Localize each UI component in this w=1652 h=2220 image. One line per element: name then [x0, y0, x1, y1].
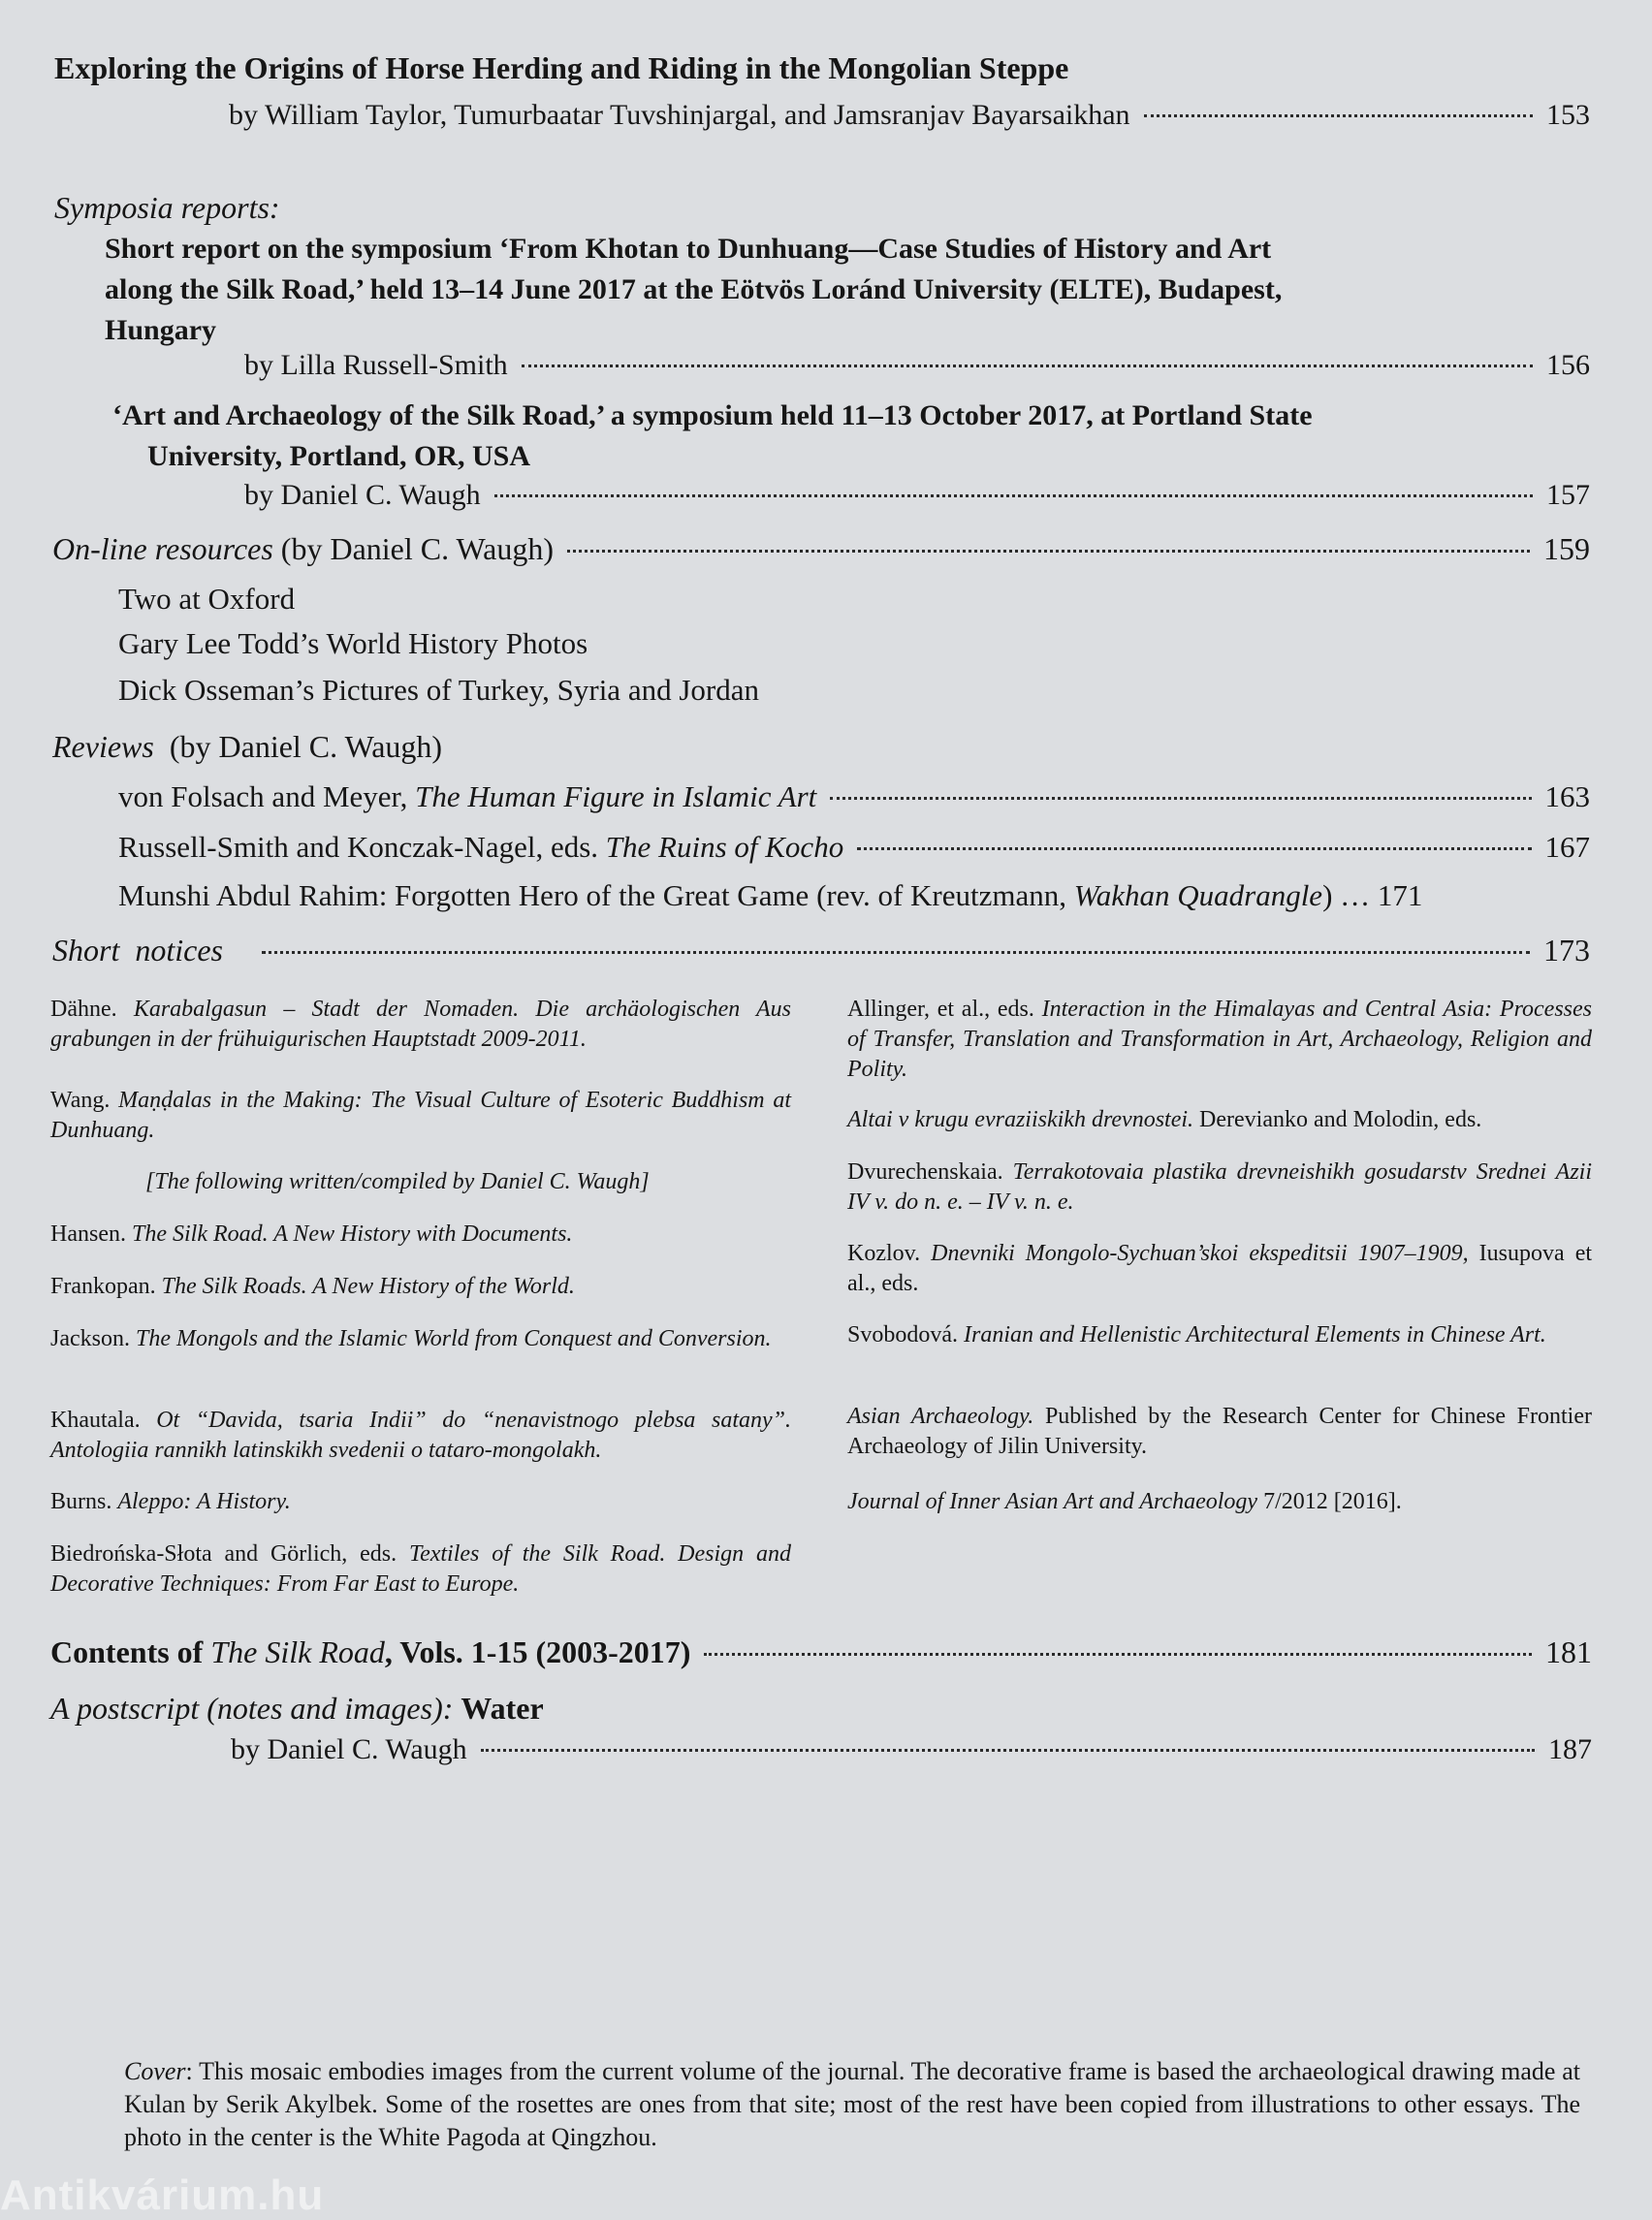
- notice-right-1: [847, 995, 1592, 1085]
- leader-dots: [481, 1749, 1535, 1752]
- page-number: 159: [1543, 531, 1590, 566]
- toc-line-postscript: [231, 1733, 1592, 1766]
- page-number: 156: [1546, 349, 1590, 381]
- notice-left-2: [50, 1086, 791, 1146]
- review2-title: The Ruins of Kocho: [605, 830, 844, 864]
- notice-title: Interaction in the Himalayas and Central Asia: Processes of Transfer, Translation and Transformation in Art, Archaeology, Religion and Polity.: [847, 997, 1592, 1082]
- cover-label: Cover: [124, 2057, 186, 2085]
- cover-text: : This mosaic embodies images from the current volume of the journal. The decorative frame is based the archaeological drawing made at Kulan by Serik Akylbek. Some of the rosettes are ones from that site; most of the rest have been copied from illustrations to other essays. The photo in the center is the White Pagoda at Qingzhou.: [124, 2057, 1580, 2151]
- review3-title: Wakhan Quadrangle: [1073, 878, 1323, 912]
- leader-dots: [1144, 114, 1533, 117]
- symposium-title-portland-line1: ‘Art and Archaeology of the Silk Road,’ a symposium held 11–13 October 2017, at Portland State: [112, 399, 1313, 431]
- notice-title: Altai v krugu evraziiskikh drevnostei.: [847, 1107, 1194, 1132]
- online-item-oxford: Two at Oxford: [118, 582, 296, 616]
- toc-line-short-notices: [52, 933, 1590, 968]
- leader-dots: [857, 847, 1531, 850]
- toc-line-portland: [244, 479, 1590, 512]
- notice-title: Karabalgasun – Stadt der Nomaden. Die archäologischen Aus grabungen in der frühuigurischen Hauptstadt 2009-2011.: [50, 997, 791, 1052]
- section-reviews: [52, 729, 442, 765]
- compiled-note: [The following written/compiled by Daniel C. Waugh]: [145, 1169, 650, 1194]
- notice-title: Journal of Inner Asian Art and Archaeology: [847, 1489, 1258, 1514]
- toc-line-review2: [118, 830, 1590, 865]
- notice-title: Iranian and Hellenistic Architectural Elements in Chinese Art.: [964, 1322, 1546, 1348]
- notice-left-3: [50, 1220, 791, 1250]
- notice-left-1: [50, 995, 791, 1055]
- leader-dots: [262, 951, 1530, 954]
- page-number: 157: [1546, 479, 1590, 511]
- leader-dots: [522, 365, 1533, 367]
- cover-note: [124, 2055, 1580, 2154]
- symposium-title-khotan-line2: along the Silk Road,’ held 13–14 June 2017 at the Eötvös Loránd University (ELTE), Budapest,: [105, 273, 1283, 305]
- online-author: (by Daniel C. Waugh): [272, 531, 555, 566]
- notice-right-3: [847, 1158, 1592, 1218]
- notice-right-2: [847, 1105, 1592, 1135]
- article-title-horse: Exploring the Origins of Horse Herding and Riding in the Mongolian Steppe: [54, 50, 1069, 85]
- page-number: 187: [1548, 1733, 1592, 1765]
- notice-author: Wang.: [50, 1088, 119, 1113]
- postscript-title: Water: [461, 1691, 544, 1726]
- contents-label: Contents of: [50, 1634, 211, 1669]
- page-number: 181: [1545, 1634, 1592, 1669]
- notice-author: Biedrońska-Słota and Görlich, eds.: [50, 1541, 409, 1567]
- notice-author: Kozlov.: [847, 1241, 932, 1266]
- symposium-title-khotan-line3: Hungary: [105, 314, 217, 346]
- notice-extra: Published by the Research Center for Chinese Frontier Archaeology of Jilin University.: [847, 1404, 1592, 1459]
- notice-title: Ot “Davida, tsaria Indii” do “nenavistnogo plebsa satany”. Antologiia rannikh latinskikh svedenii o tataro-mongolakh.: [50, 1408, 792, 1463]
- notice-title: The Silk Road. A New History with Documents.: [131, 1221, 573, 1247]
- notice-title: The Mongols and the Islamic World from Conquest and Conversion.: [135, 1326, 772, 1351]
- page-number: 163: [1544, 779, 1590, 813]
- leader-dots: [830, 797, 1531, 800]
- notice-author: Frankopan.: [50, 1274, 162, 1299]
- review2-text: [118, 830, 843, 865]
- notice-title: Dnevniki Mongolo-Sychuan’skoi ekspeditsii 1907–1909,: [931, 1241, 1469, 1266]
- notice-author: Dvurechenskaia.: [847, 1159, 1013, 1185]
- notice-title: Aleppo: A History.: [117, 1489, 291, 1514]
- review3-text: Munshi Abdul Rahim: Forgotten Hero of the Great Game (rev. of Kreutzmann,: [118, 878, 1074, 912]
- notice-title: Maṇḍalas in the Making: The Visual Culture of Esoteric Buddhism at Dunhuang.: [50, 1088, 792, 1143]
- notice-extra: 7/2012 [2016].: [1257, 1489, 1402, 1514]
- notice-author: Allinger, et al., eds.: [847, 997, 1042, 1022]
- section-heading-short-notices: Short notices: [52, 933, 223, 967]
- notice-title: Terrakotovaia plastika drevneishikh gosudarstv Srednei Azii IV v. do n. e. – IV v. n. e.: [847, 1159, 1592, 1215]
- review1-authors: von Folsach and Meyer,: [118, 779, 416, 813]
- notice-left-6: [50, 1406, 791, 1466]
- byline-portland: by Daniel C. Waugh: [244, 479, 481, 511]
- section-heading-online: On-line resources: [52, 531, 273, 566]
- reviews-author: (by Daniel C. Waugh): [153, 729, 443, 764]
- toc-line-khotan: [244, 349, 1590, 382]
- postscript-label: A postscript (notes and images): [50, 1691, 443, 1726]
- notice-right-5: [847, 1320, 1592, 1350]
- notice-right-7: [847, 1487, 1592, 1517]
- notice-title: Asian Archaeology.: [847, 1404, 1034, 1429]
- toc-line-horse: [229, 99, 1590, 132]
- toc-line-review1: [118, 779, 1590, 814]
- notice-author: Hansen.: [50, 1221, 132, 1247]
- notice-left-8: [50, 1539, 791, 1600]
- leader-dots: [704, 1653, 1532, 1656]
- notice-right-4: [847, 1239, 1592, 1299]
- notice-left-5: [50, 1324, 791, 1354]
- contents-journal-title: The Silk Road: [210, 1634, 385, 1669]
- postscript-colon: :: [442, 1691, 461, 1726]
- notice-author: Khautala.: [50, 1408, 157, 1433]
- online-item-osseman: Dick Osseman’s Pictures of Turkey, Syria and Jordan: [118, 673, 759, 707]
- toc-line-online: [52, 531, 1590, 567]
- section-heading-symposia: Symposia reports:: [54, 190, 280, 225]
- review1-text: [118, 779, 816, 814]
- byline-postscript: by Daniel C. Waugh: [231, 1733, 467, 1765]
- contents-volumes: , Vols. 1-15 (2003-2017): [384, 1634, 691, 1669]
- online-item-todd: Gary Lee Todd’s World History Photos: [118, 626, 588, 660]
- symposium-title-khotan-line1: Short report on the symposium ‘From Khotan to Dunhuang—Case Studies of History and Art: [105, 233, 1272, 265]
- page-number: 173: [1543, 933, 1590, 967]
- page-number: 167: [1544, 830, 1590, 864]
- notice-right-6: [847, 1402, 1592, 1462]
- review3-page: ) … 171: [1322, 878, 1423, 912]
- notice-author: Svobodová.: [847, 1322, 964, 1348]
- leader-dots: [567, 550, 1530, 553]
- notice-author: Jackson.: [50, 1326, 136, 1351]
- postscript-heading: [50, 1691, 544, 1727]
- byline-horse: by William Taylor, Tumurbaatar Tuvshinjargal, and Jamsranjav Bayarsaikhan: [229, 99, 1130, 131]
- notice-title: Textiles of the Silk Road. Design and Decorative Techniques: From Far East to Europe.: [50, 1541, 791, 1597]
- review1-title: The Human Figure in Islamic Art: [415, 779, 817, 813]
- review2-authors: Russell-Smith and Konczak-Nagel, eds.: [118, 830, 606, 864]
- byline-khotan: by Lilla Russell-Smith: [244, 349, 508, 381]
- notice-left-7: [50, 1487, 791, 1517]
- contents-entry: [50, 1634, 690, 1670]
- leader-dots: [494, 494, 1533, 497]
- notice-extra: Iusupova et al., eds.: [847, 1241, 1593, 1296]
- notice-title: The Silk Roads. A New History of the World.: [161, 1274, 575, 1299]
- notice-left-4: [50, 1272, 791, 1302]
- section-heading-reviews: Reviews: [52, 729, 154, 764]
- notice-author: Burns.: [50, 1489, 118, 1514]
- notice-author: Dähne.: [50, 997, 134, 1022]
- page-number: 153: [1546, 99, 1590, 131]
- review3-line: [118, 878, 1422, 913]
- watermark: Antikvárium.hu: [0, 2172, 325, 2219]
- toc-line-contents: [50, 1634, 1592, 1670]
- symposium-title-portland-line2: University, Portland, OR, USA: [147, 440, 531, 472]
- notice-extra: Derevianko and Molodin, eds.: [1193, 1107, 1482, 1132]
